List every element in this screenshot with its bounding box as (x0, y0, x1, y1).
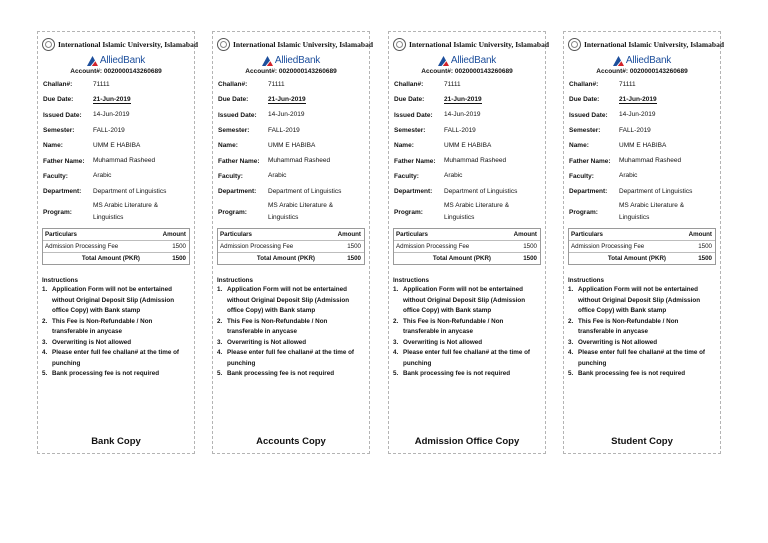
fee-item: Admission Processing Fee (220, 243, 294, 251)
father-name-row (218, 153, 364, 168)
challan-label: Challan#: (43, 81, 73, 89)
faculty-label: Faculty: (394, 172, 419, 180)
total-amount: 1500 (523, 255, 537, 263)
due-date-row (43, 92, 189, 107)
due-date-value: 21-Jun-2019 (93, 95, 131, 103)
semester-label: Semester: (218, 127, 250, 135)
slip-header (389, 35, 550, 53)
challan-label: Challan#: (569, 81, 599, 89)
fee-table (42, 228, 190, 265)
university-name: International Islamic University, Islamabad (233, 39, 374, 49)
father-name-label: Father Name: (218, 157, 260, 165)
instructions (564, 276, 720, 380)
fee-table (393, 228, 541, 265)
instruction-item (393, 348, 541, 369)
instruction-number: 4. (217, 349, 223, 357)
faculty-row (218, 169, 364, 184)
semester-value: FALL-2019 (444, 126, 476, 134)
fee-table-row (394, 240, 540, 252)
instruction-item (568, 285, 716, 317)
department-label: Department: (43, 188, 82, 196)
instruction-text: Application Form will not be entertained without Original Deposit Slip (Admission office Copy) with Bank stamp (578, 286, 701, 315)
issued-date-row (394, 108, 540, 123)
department-value: Department of Linguistics (444, 187, 518, 195)
instructions (389, 276, 545, 380)
fee-table-header (43, 229, 189, 240)
instruction-text: This Fee is Non-Refundable / Non transferable in anycase (52, 317, 153, 336)
instruction-number: 2. (42, 317, 48, 325)
instruction-text: Overwriting is Not allowed (578, 338, 658, 346)
instruction-item (42, 348, 190, 369)
faculty-row (43, 169, 189, 184)
fee-item-amount: 1500 (347, 243, 361, 251)
issued-date-label: Issued Date: (569, 111, 608, 119)
issued-date-row (43, 108, 189, 123)
faculty-value: Arabic (268, 172, 287, 180)
university-seal-icon (568, 38, 581, 51)
university-name: International Islamic University, Islamabad (58, 39, 199, 49)
info-fields (564, 77, 720, 225)
account-line (38, 67, 194, 76)
father-name-value: Muhammad Rasheed (268, 157, 331, 165)
bank-logo-icon (87, 56, 98, 66)
instruction-text: This Fee is Non-Refundable / Non transferable in anycase (578, 317, 679, 336)
instructions-title: Instructions (217, 277, 254, 285)
challan-value: 71111 (268, 80, 285, 88)
instructions-title: Instructions (42, 277, 79, 285)
amount-header: Amount (688, 231, 712, 239)
name-label: Name: (394, 142, 414, 150)
issued-date-row (218, 108, 364, 123)
father-name-label: Father Name: (394, 157, 436, 165)
particulars-header: Particulars (220, 231, 252, 239)
instruction-number: 4. (393, 349, 399, 357)
instruction-text: Bank processing fee is not required (403, 370, 511, 378)
university-name: International Islamic University, Islamabad (409, 39, 550, 49)
bank-name: AlliedBank (450, 55, 497, 66)
instruction-item (393, 369, 541, 380)
bank-logo (213, 54, 369, 67)
department-label: Department: (569, 188, 608, 196)
instructions (38, 276, 194, 380)
account-number: 0020000143260689 (103, 68, 162, 75)
fee-table (217, 228, 365, 265)
challan-slip (388, 31, 550, 454)
name-value: UMM E HABIBA (444, 141, 492, 149)
challan-slip (563, 31, 725, 454)
fee-item: Admission Processing Fee (45, 243, 119, 251)
instruction-item (568, 317, 716, 338)
info-fields (213, 77, 369, 225)
challan-slip (37, 31, 199, 454)
instruction-item (217, 369, 365, 380)
bank-logo-icon (262, 56, 273, 66)
particulars-header: Particulars (571, 231, 603, 239)
account-label: Account#: (245, 68, 278, 75)
total-label: Total Amount (PKR) (256, 255, 315, 263)
instruction-item (217, 285, 365, 317)
name-label: Name: (218, 142, 238, 150)
instruction-text: Application Form will not be entertained without Original Deposit Slip (Admission office Copy) with Bank stamp (52, 286, 175, 315)
fee-table-row (569, 240, 715, 252)
faculty-label: Faculty: (43, 172, 68, 180)
instruction-number: 5. (568, 370, 574, 378)
faculty-row (569, 169, 715, 184)
issued-date-value: 14-Jun-2019 (619, 111, 656, 119)
account-label: Account#: (421, 68, 454, 75)
father-name-row (569, 153, 715, 168)
father-name-row (394, 153, 540, 168)
instruction-item (568, 369, 716, 380)
instruction-text: Please enter full fee challan# at the time of punching (403, 349, 531, 367)
account-label: Account#: (70, 68, 103, 75)
challan-row (43, 77, 189, 92)
challan-value: 71111 (93, 80, 110, 88)
instruction-number: 2. (393, 317, 399, 325)
instruction-number: 3. (393, 338, 399, 346)
bank-logo-icon (438, 56, 449, 66)
father-name-value: Muhammad Rasheed (619, 157, 682, 165)
department-value: Department of Linguistics (93, 187, 167, 195)
name-row (569, 138, 715, 153)
instruction-item (393, 285, 541, 317)
fee-table-row (218, 240, 364, 252)
instruction-item (393, 317, 541, 338)
copy-label: Accounts Copy (256, 436, 326, 447)
program-row (218, 199, 364, 225)
due-date-label: Due Date: (569, 96, 600, 104)
account-line (564, 67, 720, 76)
instructions (213, 276, 369, 380)
name-value: UMM E HABIBA (93, 141, 141, 149)
challan-row (394, 77, 540, 92)
bank-name: AlliedBank (625, 55, 672, 66)
due-date-row (569, 92, 715, 107)
due-date-value: 21-Jun-2019 (268, 95, 306, 103)
semester-row (394, 123, 540, 138)
university-seal-icon (42, 38, 55, 51)
department-label: Department: (218, 188, 257, 196)
department-row (569, 184, 715, 199)
due-date-row (394, 92, 540, 107)
challan-row (218, 77, 364, 92)
program-row (43, 199, 189, 225)
university-seal-icon (393, 38, 406, 51)
account-number: 0020000143260689 (454, 68, 513, 75)
program-label: Program: (394, 208, 423, 216)
fee-item-amount: 1500 (523, 243, 537, 251)
program-label: Program: (569, 208, 598, 216)
program-value: MS Arabic Literature & Linguistics (619, 202, 685, 222)
instruction-text: Application Form will not be entertained without Original Deposit Slip (Admission office Copy) with Bank stamp (227, 286, 350, 315)
instruction-item (42, 317, 190, 338)
bank-name: AlliedBank (99, 55, 146, 66)
due-date-row (218, 92, 364, 107)
bank-name: AlliedBank (274, 55, 321, 66)
name-row (394, 138, 540, 153)
semester-label: Semester: (43, 127, 75, 135)
program-label: Program: (218, 208, 247, 216)
faculty-value: Arabic (444, 172, 463, 180)
particulars-header: Particulars (396, 231, 428, 239)
instruction-text: Bank processing fee is not required (52, 370, 160, 378)
instruction-text: Please enter full fee challan# at the time of punching (578, 349, 706, 367)
fee-table (568, 228, 716, 265)
program-row (569, 199, 715, 225)
instruction-text: Application Form will not be entertained without Original Deposit Slip (Admission office Copy) with Bank stamp (403, 286, 526, 315)
name-value: UMM E HABIBA (619, 141, 667, 149)
faculty-label: Faculty: (569, 172, 594, 180)
amount-header: Amount (337, 231, 361, 239)
issued-date-label: Issued Date: (394, 111, 433, 119)
particulars-header: Particulars (45, 231, 77, 239)
total-label: Total Amount (PKR) (81, 255, 140, 263)
instruction-number: 5. (393, 370, 399, 378)
issued-date-value: 14-Jun-2019 (93, 111, 130, 119)
father-name-label: Father Name: (569, 157, 611, 165)
father-name-label: Father Name: (43, 157, 85, 165)
copy-label: Admission Office Copy (414, 436, 520, 447)
fee-table-header (569, 229, 715, 240)
account-label: Account#: (596, 68, 629, 75)
semester-value: FALL-2019 (93, 126, 125, 134)
instruction-number: 4. (42, 349, 48, 357)
university-name: International Islamic University, Islamabad (584, 39, 725, 49)
instruction-item (217, 317, 365, 338)
program-value: MS Arabic Literature & Linguistics (444, 202, 510, 222)
fee-table-header (218, 229, 364, 240)
faculty-label: Faculty: (218, 172, 243, 180)
fee-total-row (569, 252, 715, 264)
faculty-value: Arabic (93, 172, 112, 180)
fee-total-row (218, 252, 364, 264)
account-number: 0020000143260689 (278, 68, 337, 75)
instruction-item (42, 369, 190, 380)
fee-table-header (394, 229, 540, 240)
instruction-text: This Fee is Non-Refundable / Non transferable in anycase (227, 317, 328, 336)
bank-logo (38, 54, 194, 67)
department-row (394, 184, 540, 199)
instruction-text: Please enter full fee challan# at the time of punching (52, 349, 180, 367)
challan-label: Challan#: (218, 81, 248, 89)
info-fields (38, 77, 194, 225)
amount-header: Amount (513, 231, 537, 239)
issued-date-value: 14-Jun-2019 (268, 111, 305, 119)
semester-row (569, 123, 715, 138)
department-label: Department: (394, 188, 433, 196)
instruction-text: Please enter full fee challan# at the time of punching (227, 349, 355, 367)
father-name-row (43, 153, 189, 168)
semester-row (43, 123, 189, 138)
challan-value: 71111 (444, 80, 461, 88)
program-row (394, 199, 540, 225)
instructions-title: Instructions (393, 277, 430, 285)
total-amount: 1500 (172, 255, 186, 263)
name-label: Name: (569, 142, 589, 150)
father-name-value: Muhammad Rasheed (93, 157, 156, 165)
account-line (213, 67, 369, 76)
semester-value: FALL-2019 (619, 126, 651, 134)
total-label: Total Amount (PKR) (432, 255, 491, 263)
program-label: Program: (43, 208, 72, 216)
instruction-text: Overwriting is Not allowed (52, 338, 132, 346)
fee-item-amount: 1500 (698, 243, 712, 251)
instruction-text: Bank processing fee is not required (227, 370, 335, 378)
faculty-row (394, 169, 540, 184)
instruction-number: 3. (217, 338, 223, 346)
instruction-number: 1. (42, 286, 48, 294)
info-fields (389, 77, 545, 225)
issued-date-label: Issued Date: (218, 111, 257, 119)
program-value: MS Arabic Literature & Linguistics (93, 202, 159, 222)
instruction-number: 2. (217, 317, 223, 325)
fee-item: Admission Processing Fee (396, 243, 470, 251)
father-name-value: Muhammad Rasheed (444, 157, 507, 165)
instruction-item (42, 285, 190, 317)
department-row (43, 184, 189, 199)
due-date-value: 21-Jun-2019 (444, 95, 482, 103)
name-row (43, 138, 189, 153)
challan-value: 71111 (619, 80, 636, 88)
challan-slip (212, 31, 374, 454)
issued-date-row (569, 108, 715, 123)
faculty-value: Arabic (619, 172, 638, 180)
instruction-item (217, 348, 365, 369)
name-label: Name: (43, 142, 63, 150)
copy-label: Bank Copy (91, 436, 141, 447)
instruction-text: Bank processing fee is not required (578, 370, 686, 378)
total-label: Total Amount (PKR) (607, 255, 666, 263)
slip-header (564, 35, 725, 53)
issued-date-label: Issued Date: (43, 111, 82, 119)
total-amount: 1500 (698, 255, 712, 263)
instruction-number: 3. (568, 338, 574, 346)
account-number: 0020000143260689 (629, 68, 688, 75)
slip-header (38, 35, 199, 53)
university-seal-icon (217, 38, 230, 51)
fee-total-row (394, 252, 540, 264)
bank-logo (564, 54, 720, 67)
bank-logo-icon (613, 56, 624, 66)
department-value: Department of Linguistics (619, 187, 693, 195)
fee-item-amount: 1500 (172, 243, 186, 251)
instruction-number: 5. (217, 370, 223, 378)
instruction-item (568, 348, 716, 369)
semester-label: Semester: (394, 127, 426, 135)
instruction-number: 4. (568, 349, 574, 357)
instruction-number: 1. (568, 286, 574, 294)
name-value: UMM E HABIBA (268, 141, 316, 149)
instruction-number: 2. (568, 317, 574, 325)
instruction-item (217, 338, 365, 349)
department-row (218, 184, 364, 199)
fee-item: Admission Processing Fee (571, 243, 645, 251)
due-date-label: Due Date: (43, 96, 74, 104)
challan-label: Challan#: (394, 81, 424, 89)
issued-date-value: 14-Jun-2019 (444, 111, 481, 119)
semester-value: FALL-2019 (268, 126, 300, 134)
amount-header: Amount (162, 231, 186, 239)
instruction-number: 3. (42, 338, 48, 346)
instruction-number: 1. (393, 286, 399, 294)
instructions-title: Instructions (568, 277, 605, 285)
instruction-item (568, 338, 716, 349)
bank-logo (389, 54, 545, 67)
copy-label: Student Copy (611, 436, 673, 447)
fee-table-row (43, 240, 189, 252)
instruction-number: 5. (42, 370, 48, 378)
instruction-item (42, 338, 190, 349)
semester-label: Semester: (569, 127, 601, 135)
challan-row (569, 77, 715, 92)
department-value: Department of Linguistics (268, 187, 342, 195)
instruction-text: Overwriting is Not allowed (403, 338, 483, 346)
semester-row (218, 123, 364, 138)
account-line (389, 67, 545, 76)
instruction-text: Overwriting is Not allowed (227, 338, 307, 346)
name-row (218, 138, 364, 153)
slip-header (213, 35, 374, 53)
instruction-number: 1. (217, 286, 223, 294)
due-date-value: 21-Jun-2019 (619, 95, 657, 103)
total-amount: 1500 (347, 255, 361, 263)
due-date-label: Due Date: (394, 96, 425, 104)
instruction-text: This Fee is Non-Refundable / Non transferable in anycase (403, 317, 504, 336)
instruction-item (393, 338, 541, 349)
due-date-label: Due Date: (218, 96, 249, 104)
program-value: MS Arabic Literature & Linguistics (268, 202, 334, 222)
fee-total-row (43, 252, 189, 264)
